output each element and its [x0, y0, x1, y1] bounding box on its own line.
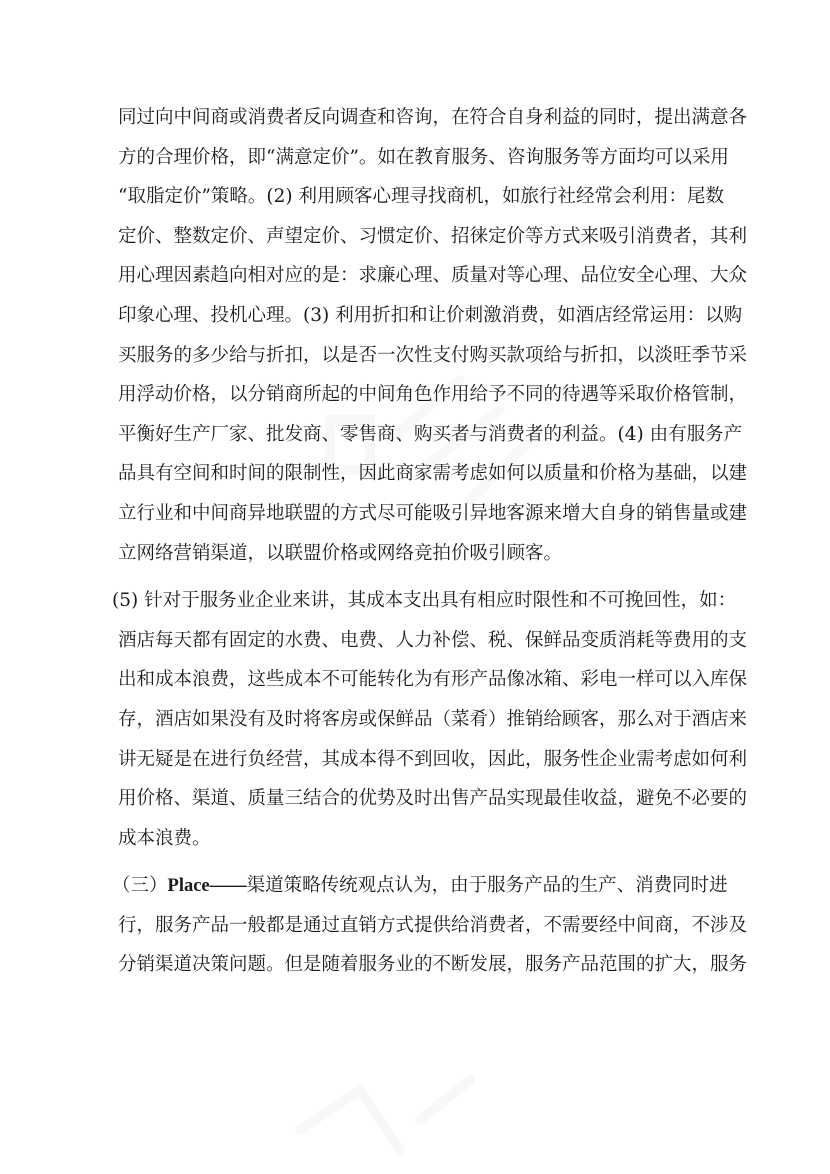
section-prefix: （三） — [112, 875, 168, 897]
place-term: Place—— — [167, 876, 247, 897]
text-line: 成本浪费。 — [118, 827, 211, 849]
text-line: 印象心理、投机心理。(3) 利用折扣和让价刺激消费，如酒店经常运用：以购 — [118, 304, 743, 326]
text-line: 用浮动价格，以分销商所起的中间角色作用给予不同的待遇等采取价格管制， — [118, 384, 748, 406]
text-line: 用心理因素趋向相对应的是：求廉心理、质量对等心理、品位安全心理、大众 — [118, 265, 748, 287]
section-heading-line — [112, 866, 728, 906]
text-line: 分销渠道决策问题。但是随着服务业的不断发展，服务产品范围的扩大，服务 — [118, 954, 748, 976]
text-line: “取脂定价”策略。(2) 利用顾客心理寻找商机，如旅行社经常会利用：尾数 — [118, 186, 725, 208]
text-line: 用价格、渠道、质量三结合的优势及时出售产品实现最佳收益，避免不必要的 — [118, 788, 748, 810]
paragraph-pricing-strategies — [118, 98, 748, 573]
text-line: 定价、整数定价、声望定价、习惯定价、招徕定价等方式来吸引消费者，其利 — [118, 225, 748, 247]
text-line: 存，酒店如果没有及时将客房或保鲜品（菜肴）推销给顾客，那么对于酒店来 — [118, 708, 748, 730]
text-line: 买服务的多少给与折扣，以是否一次性支付购买款项给与折扣，以淡旺季节采 — [118, 344, 748, 366]
text-line: 立网络营销渠道，以联盟价格或网络竞拍价吸引顾客。 — [118, 542, 563, 564]
text-line: (5) 针对于服务业企业来讲，其成本支出具有相应时限性和不可挽回性，如： — [112, 590, 737, 612]
text-line: 平衡好生产厂家、批发商、零售商、购买者与消费者的利益。(4) 由有服务产 — [118, 423, 743, 445]
text-line: 行，服务产品一般都是通过直销方式提供给消费者，不需要经中间商，不涉及 — [118, 914, 748, 936]
text-line: 立行业和中间商异地联盟的方式尽可能吸引异地客源来增大自身的销售量或建 — [118, 502, 748, 524]
text-line: 方的合理价格，即“满意定价”。如在教育服务、咨询服务等方面均可以采用 — [118, 146, 729, 168]
text-line: 酒店每天都有固定的水费、电费、人力补偿、税、保鲜品变质消耗等费用的支 — [118, 629, 748, 651]
text-line: 品具有空间和时间的限制性，因此商家需考虑如何以质量和价格为基础，以建 — [118, 463, 748, 485]
body-text — [112, 98, 748, 993]
paragraph-cost-perishability — [112, 581, 748, 858]
text-line: 讲无疑是在进行负经营，其成本得不到回收，因此，服务性企业需考虑如何利 — [118, 748, 748, 770]
paragraph-place-channel — [112, 866, 748, 985]
text-line: 出和成本浪费，这些成本不可能转化为有形产品像冰箱、彩电一样可以入库保 — [118, 669, 748, 691]
text-line: 同过向中间商或消费者反向调查和咨询，在符合自身利益的同时，提出满意各 — [118, 107, 748, 128]
text-line: 渠道策略传统观点认为，由于服务产品的生产、消费同时进 — [246, 875, 728, 897]
